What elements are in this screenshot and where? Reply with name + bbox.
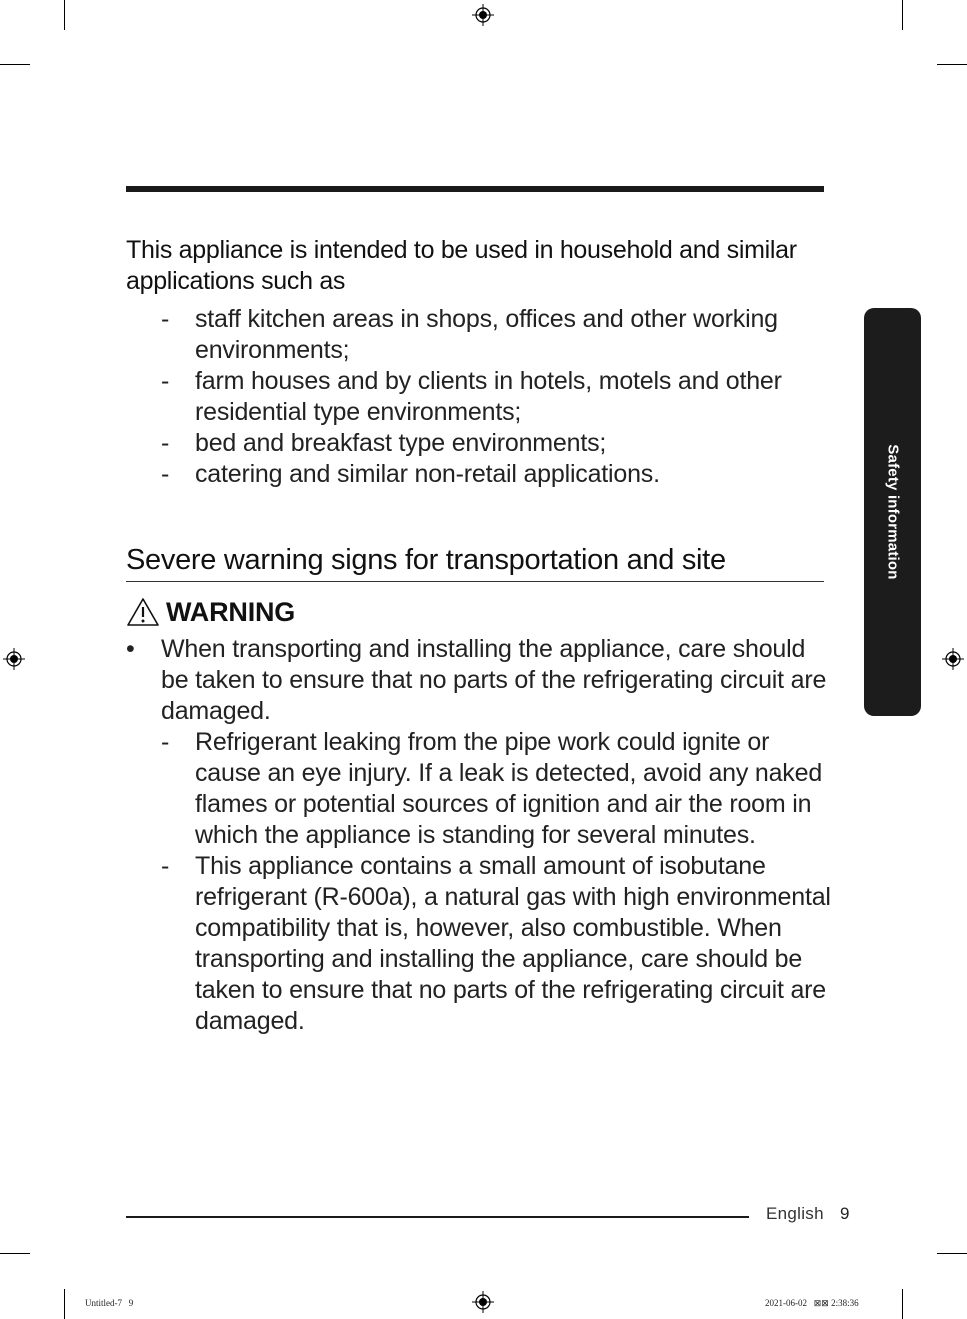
warning-triangle-icon	[126, 597, 160, 627]
list-item	[126, 428, 826, 459]
bullet-marker: •	[126, 635, 135, 663]
registration-mark-icon	[942, 648, 964, 670]
sub-item	[126, 851, 831, 1037]
dash-marker: -	[161, 367, 170, 395]
list-item	[126, 366, 826, 428]
side-tab-label: Safety information	[884, 444, 901, 580]
list-item-text: farm houses and by clients in hotels, motels and other residential type environments;	[195, 367, 782, 426]
print-slug-timestamp: 2021-06-02 ⊠⊠ 2:38:36	[765, 1298, 859, 1308]
bullet-text: When transporting and installing the appliance, care should be taken to ensure that no parts of the refrigerating circuit are damaged.	[161, 635, 827, 725]
dash-marker: -	[161, 305, 170, 333]
crop-mark	[64, 0, 65, 30]
warning-label: WARNING	[166, 596, 296, 627]
registration-mark-icon	[472, 4, 494, 26]
bullet-item	[126, 634, 831, 727]
list-item-text: catering and similar non-retail applications.	[195, 460, 660, 488]
intro-paragraph: This appliance is intended to be used in household and similar applications such as	[126, 236, 797, 295]
list-item-text: bed and breakfast type environments;	[195, 429, 607, 457]
crop-mark	[902, 0, 903, 30]
footer-rule	[126, 1216, 749, 1218]
crop-mark	[0, 64, 30, 65]
dash-marker: -	[161, 852, 170, 880]
section-title: Severe warning signs for transportation and site	[126, 541, 824, 582]
dash-marker: -	[161, 460, 170, 488]
sub-item	[126, 727, 831, 851]
sub-item-text: This appliance contains a small amount of isobutane refrigerant (R-600a), a natural gas with high environmental compatibility that is, however, also combustible. When transporting and installing the appliance, care should be taken to ensure that no parts of the refrigerating circuit are damaged.	[195, 852, 831, 1035]
footer-language: English	[766, 1204, 824, 1223]
registration-mark-icon	[472, 1291, 494, 1313]
page-number: 9	[840, 1204, 850, 1223]
warning-content	[126, 634, 831, 1037]
crop-mark	[937, 64, 967, 65]
list-item	[126, 459, 826, 490]
list-item	[126, 304, 826, 366]
crop-mark	[0, 1253, 30, 1254]
crop-mark	[937, 1253, 967, 1254]
usage-list	[126, 304, 826, 490]
crop-mark	[902, 1289, 903, 1319]
crop-mark	[64, 1289, 65, 1319]
registration-mark-icon	[3, 648, 25, 670]
side-tab	[864, 308, 921, 716]
header-rule	[126, 186, 824, 192]
dash-marker: -	[161, 728, 170, 756]
print-slug-file: Untitled-7 9	[85, 1298, 134, 1308]
dash-marker: -	[161, 429, 170, 457]
warning-header	[126, 594, 295, 630]
sub-item-text: Refrigerant leaking from the pipe work could ignite or cause an eye injury. If a leak is detected, avoid any naked flames or potential sources of ignition and air the room in which the appliance is standing for several minutes.	[195, 728, 823, 849]
list-item-text: staff kitchen areas in shops, offices and other working environments;	[195, 305, 778, 364]
